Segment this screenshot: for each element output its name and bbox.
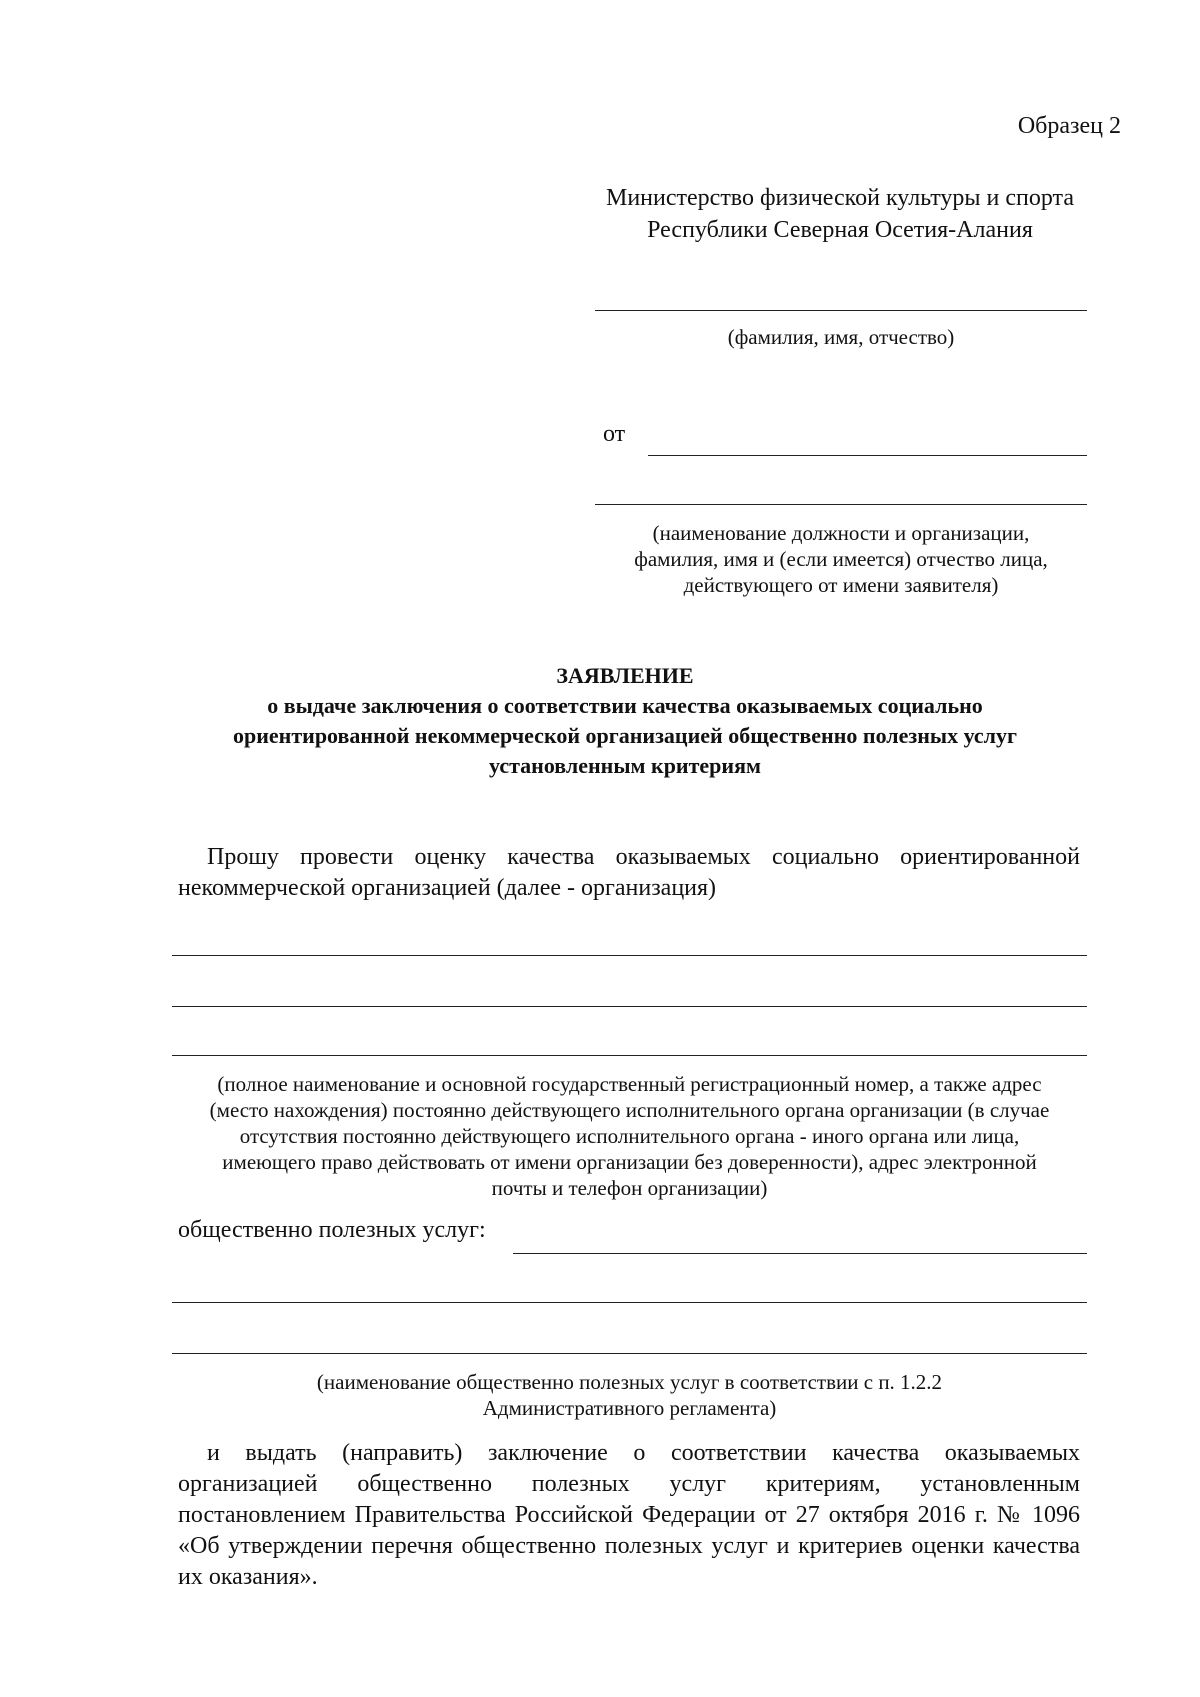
org-blank-line-2[interactable] [172, 1006, 1087, 1007]
ministry-line-2: Республики Северная Осетия-Алания [647, 217, 1033, 243]
services-caption-line-1: (наименование общественно полезных услуг в соответствии с п. 1.2.2 [316, 1370, 943, 1394]
services-label: общественно полезных услуг: [178, 1217, 486, 1243]
org-caption-line-5: почты и телефон организации) [491, 1176, 768, 1200]
intro-paragraph [178, 842, 1080, 904]
closing-line-3: постановлением Правительства Российской Федерации от 27 октября 2016 г. № 1096 [178, 1502, 1080, 1528]
applicant-caption-line-3: действующего от имени заявителя) [683, 573, 999, 597]
closing-line-1: и выдать (направить) заключение о соответствии качества оказываемых [207, 1440, 1080, 1466]
services-caption [172, 1369, 1087, 1421]
applicant-caption [595, 520, 1087, 598]
org-caption-line-2: (место нахождения) постоянно действующего исполнительного органа организации (в случае [209, 1098, 1050, 1122]
title-line-2: ориентированной некоммерческой организацией общественно полезных услуг [232, 723, 1018, 748]
applicant-caption-line-1: (наименование должности и организации, [652, 521, 1030, 545]
applicant-blank-line[interactable] [595, 504, 1087, 505]
name-blank-line[interactable] [595, 310, 1087, 311]
title-heading: ЗАЯВЛЕНИЕ [556, 663, 694, 688]
intro-line-1: Прошу провести оценку качества оказываемых социально ориентированной [207, 844, 1080, 870]
org-blank-line-1[interactable] [172, 955, 1087, 956]
title-line-3: установленным критериям [489, 753, 761, 778]
name-caption: (фамилия, имя, отчество) [727, 325, 955, 349]
services-blank-line-1[interactable] [513, 1253, 1087, 1254]
org-caption-line-4: имеющего право действовать от имени организации без доверенности), адрес электронной [222, 1150, 1037, 1174]
org-caption [172, 1071, 1087, 1201]
services-caption-line-2: Административного регламента) [482, 1396, 777, 1420]
closing-line-5: их оказания». [178, 1564, 318, 1590]
title-line-1: о выдаче заключения о соответствии качества оказываемых социально [267, 693, 983, 718]
closing-line-2: организацией общественно полезных услуг критериям, установленным [178, 1471, 1080, 1497]
org-caption-line-3: отсутствия постоянно действующего исполнительного органа - иного органа или лица, [239, 1124, 1020, 1148]
services-blank-line-3[interactable] [172, 1353, 1087, 1354]
closing-line-4: «Об утверждении перечня общественно полезных услуг и критериев оценки качества [178, 1533, 1080, 1559]
from-label: от [603, 421, 626, 447]
from-blank-line[interactable] [648, 455, 1087, 456]
ministry-name [595, 182, 1085, 246]
org-blank-line-3[interactable] [172, 1055, 1087, 1056]
services-blank-line-2[interactable] [172, 1302, 1087, 1303]
org-caption-line-1: (полное наименование и основной государственный регистрационный номер, а также адрес [217, 1072, 1042, 1096]
applicant-caption-line-2: фамилия, имя и (если имеется) отчество лица, [634, 547, 1048, 571]
intro-line-2: некоммерческой организацией (далее - организация) [178, 875, 717, 901]
sample-label: Образец 2 [1017, 113, 1121, 139]
ministry-line-1: Министерство физической культуры и спорта [606, 185, 1074, 211]
document-title [160, 661, 1090, 781]
closing-paragraph [178, 1438, 1080, 1593]
